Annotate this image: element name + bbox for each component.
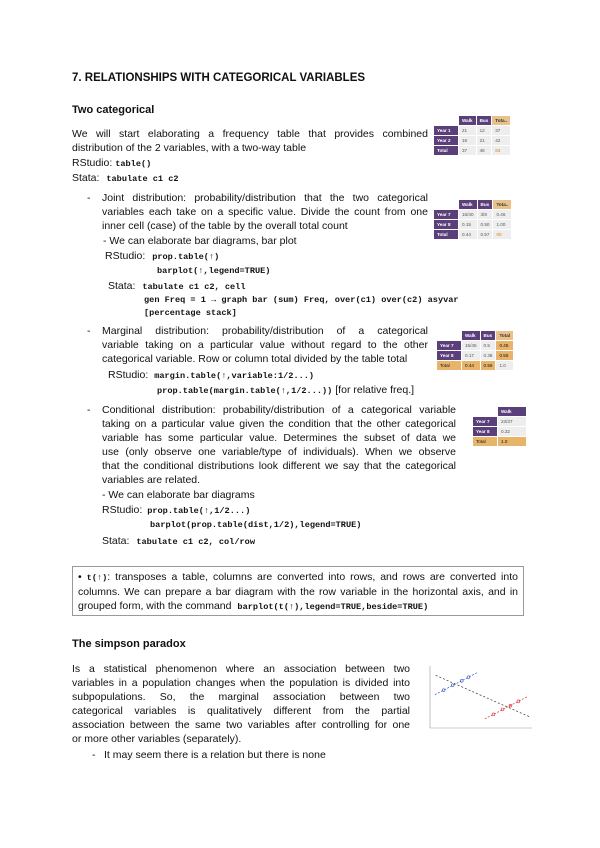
table-row-header: Year 7 [437, 341, 462, 351]
joint-line-1: Joint distribution: probability/distribution that the two categorical [102, 192, 428, 204]
table-header: Bus [476, 116, 492, 126]
code-t: t(↑) [86, 573, 108, 583]
stata-label: Stata: [72, 172, 100, 184]
table-cell: 3/8 [477, 210, 493, 220]
code-gen-freq: gen Freq = 1 → graph bar (sum) Freq, over(c1) over(c2) asyvar [144, 295, 459, 305]
rstudio-label: RStudio: [108, 369, 149, 381]
table-cell: 1.0 [498, 437, 527, 447]
simpson-line-1: Is a statistical phenomenon where an association between two [72, 663, 410, 675]
table-cell: 0.44 [459, 230, 478, 240]
table-row-header: Total [434, 146, 459, 156]
table-cell: 23/37 [498, 417, 527, 427]
table-header: Walk [459, 116, 477, 126]
simpson-bullet: It may seem there is a relation but there is none [104, 749, 326, 761]
intro-line-1: We will start elaborating a frequency table that provides combined [72, 128, 428, 140]
joint-stata-line [108, 279, 246, 294]
table-cell: 0.5 [480, 341, 496, 351]
stata-line [72, 171, 179, 186]
table-cell [434, 116, 459, 126]
dash: - [92, 749, 96, 761]
rstudio-label: RStudio: [105, 250, 146, 262]
note-text-3: grouped form, with the command [78, 600, 232, 612]
conditional-line-3: variable has some particular value. Determines the subset of data we [102, 432, 456, 444]
frequency-table-2 [433, 199, 512, 240]
stata-label: Stata: [102, 535, 130, 547]
code-prop-margin-table: prop.table(margin.table(↑,1/2...)) [157, 386, 333, 396]
table-header: Walk [462, 331, 481, 341]
table-row-header: Year 8 [473, 427, 498, 437]
note-text-2: columns. We can prepare a bar diagram with the row variable in the horizontal axis, and in [78, 586, 518, 598]
code-table: table() [115, 159, 152, 169]
code-barplot: barplot(↑,legend=TRUE) [157, 266, 271, 276]
code-percentage-stack: [percentage stack] [144, 308, 237, 318]
scatter-point [517, 700, 520, 703]
page-title: 7. RELATIONSHIPS WITH CATEGORICAL VARIABLES [72, 72, 366, 84]
frequency-table-4 [472, 406, 527, 447]
table-row-header: Year 2 [434, 136, 459, 146]
table-cell: 0.38 [480, 351, 496, 361]
table-cell: 16/40 [459, 210, 478, 220]
intro-line-2: distribution of the 2 variables, with a two-way table [72, 142, 307, 154]
table-cell: 0.50 [477, 220, 493, 230]
marginal-line-2: variable taking on a particular value without regard to the other [102, 339, 428, 351]
note-line-1 [78, 570, 518, 585]
table-cell [434, 200, 459, 210]
series-trend-line [435, 673, 477, 695]
code-barplot-beside: barplot(t(↑),legend=TRUE,beside=TRUE) [237, 602, 429, 612]
simpson-paradox-chart [420, 662, 536, 740]
simpson-line-3: subpopulations. So, the marginal association between two [72, 691, 410, 703]
conditional-line-1: Conditional distribution: probability/distribution of a categorical variable [102, 404, 456, 416]
code-tabulate: tabulate c1 c2 [106, 174, 179, 184]
scatter-point [442, 689, 445, 692]
table-row-header: Total [473, 437, 498, 447]
table-header: Tota.. [492, 116, 511, 126]
conditional-stata-line [102, 534, 255, 549]
table-row-header: Total [437, 361, 462, 371]
table-cell: 37 [492, 126, 511, 136]
table-row-header: Total [434, 230, 459, 240]
table-cell: 00 [493, 230, 512, 240]
dash: - [87, 192, 91, 204]
table-cell: 83 [492, 146, 511, 156]
marginal-rstudio-line [108, 368, 314, 383]
code-prop-table: prop.table(↑) [152, 252, 220, 262]
note-text-1: : transposes a table, columns are converted into rows, and rows are converted into [107, 571, 518, 583]
code-barplot-dist: barplot(prop.table(dist,1/2),legend=TRUE) [150, 520, 362, 530]
rstudio-line [72, 156, 151, 171]
table-cell: 0.45 [496, 341, 514, 351]
table-cell: 0.46 [493, 210, 512, 220]
table-row-header: Year 7 [473, 417, 498, 427]
note-line-3 [78, 599, 518, 614]
table-cell: 21 [476, 136, 492, 146]
conditional-rstudio-line [102, 503, 250, 518]
table-header: Total [496, 331, 514, 341]
joint-sub: - We can elaborate bar diagrams, bar plot [103, 235, 297, 247]
relative-freq-note: [for relative freq.] [335, 384, 415, 396]
simpson-line-4: categorical variables is qualitatively different from the partial [72, 705, 410, 717]
rstudio-label: RStudio: [72, 157, 113, 169]
code-margin-table: margin.table(↑,variable:1/2...) [154, 371, 315, 381]
table-cell: 0.56 [480, 361, 496, 371]
table-row-header: Year 8 [434, 220, 459, 230]
conditional-line-4: use (only observe one variable/type of individuals). When we observe [102, 446, 456, 458]
table-header: Bus [480, 331, 496, 341]
table-cell: 0.32 [498, 427, 527, 437]
table-header: Tota.. [493, 200, 512, 210]
conditional-line-5: that the conditional distributions look different we say that the categorical [102, 460, 456, 472]
table-cell: 0.15 [459, 220, 478, 230]
table-cell: 42 [492, 136, 511, 146]
marginal-code-line-2 [157, 383, 414, 398]
transpose-note-box [72, 566, 524, 616]
scatter-point [467, 676, 470, 679]
code-prop-table-cond: prop.table(↑,1/2...) [147, 506, 251, 516]
table-cell: 0.44 [462, 361, 481, 371]
overall-trend-line [436, 675, 530, 717]
joint-line-2: variables each take on a specific value. Divide the count from one [102, 206, 428, 218]
table-cell: 15/45 [462, 341, 481, 351]
code-tabulate-cell: tabulate c1 c2, cell [142, 282, 246, 292]
table-row-header: Year 1 [434, 126, 459, 136]
table-cell: 0.55 [496, 351, 514, 361]
table-row-header: Year 7 [434, 210, 459, 220]
table-cell: 46 [476, 146, 492, 156]
conditional-sub: - We can elaborate bar diagrams [102, 489, 255, 501]
marginal-line-3: categorical variable. Row or column total divided by the table total [102, 353, 408, 365]
table-cell: 1.0 [496, 361, 514, 371]
bullet: • [78, 571, 82, 583]
table-header: Bus [477, 200, 493, 210]
heading-simpson: The simpson paradox [72, 638, 186, 650]
simpson-line-2: variables in a population changes when the population is divided into [72, 677, 410, 689]
code-tabulate-colrow: tabulate c1 c2, col/row [136, 537, 255, 547]
table-cell [473, 407, 498, 417]
conditional-line-2: taking on a particular value given the condition that the other categorical [102, 418, 456, 430]
simpson-line-5: association between the same two variables after controlling for one [72, 719, 410, 731]
stata-label: Stata: [108, 280, 136, 292]
table-cell: 1.00 [493, 220, 512, 230]
dash: - [87, 325, 91, 337]
joint-rstudio-line [105, 249, 219, 264]
table-cell: 0.57 [477, 230, 493, 240]
table-header: Walk [498, 407, 527, 417]
table-cell: 12 [476, 126, 492, 136]
heading-two-categorical: Two categorical [72, 104, 155, 116]
dash: - [87, 404, 91, 416]
table-header: Walk [459, 200, 478, 210]
table-cell [437, 331, 462, 341]
joint-line-3: inner cell (case) of the table by the overall total count [102, 220, 348, 232]
marginal-line-1: Marginal distribution: probability/distribution of a categorical [102, 325, 428, 337]
table-cell: 21 [459, 126, 477, 136]
scatter-point [492, 713, 495, 716]
table-cell: 0.17 [462, 351, 481, 361]
table-cell: 37 [459, 146, 477, 156]
table-cell: 16 [459, 136, 477, 146]
frequency-table-1 [433, 115, 511, 156]
frequency-table-3 [436, 330, 514, 371]
conditional-line-6: variables are related. [102, 474, 201, 486]
table-row-header: Year 8 [437, 351, 462, 361]
rstudio-label: RStudio: [102, 504, 143, 516]
simpson-line-6: or more other variables (separately). [72, 733, 242, 745]
